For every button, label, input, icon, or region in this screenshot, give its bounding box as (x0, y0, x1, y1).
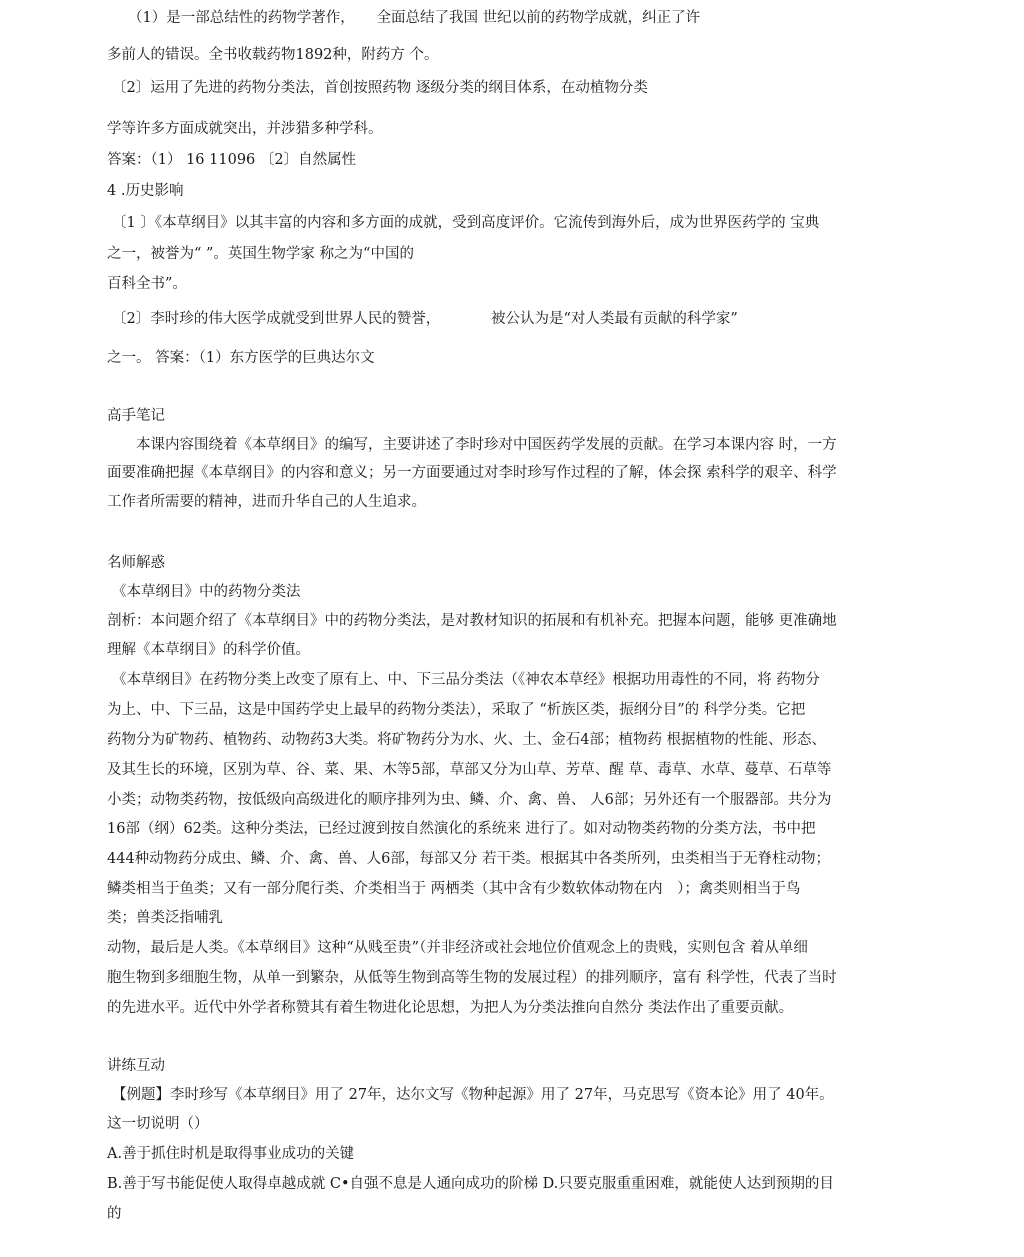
section2-line-3: 百科全书”。 (107, 276, 187, 292)
teacher-line-13: 胞生物到多细胞生物，从单一到繁杂，从低等生物到高等生物的发展过程）的排列顺序，富有 科学性，代表了当时 (107, 970, 837, 986)
notes-line-1: 本课内容围绕着《本草纲目》的编写，主要讲述了李时珍对中国医药学发展的贡献。在学习本课内容 时，一方 (107, 437, 837, 453)
teacher-line-11: 类；兽类泛指哺乳 (107, 910, 223, 926)
section1-line-2: 多前人的错误。全书收载药物1892种，附药方 个。 (107, 47, 439, 63)
section2-line-1: 〔1 〕《本草纲目》以其丰富的内容和多方面的成就，受到高度评价。它流传到海外后，成为世界医药学的 宝典 (112, 215, 820, 231)
teacher-line-12: 动物，最后是人类。《本草纲目》这种“从贱至贵”（并非经济或社会地位价值观念上的贵贱，实则包含 着从单细 (107, 940, 808, 956)
drill-option-a: A.善于抓住时机是取得事业成功的关键 (107, 1146, 355, 1162)
teacher-line-14: 的先进水平。近代中外学者称赞其有着生物进化论思想，为把人为分类法推向自然分 类法作出了重要贡献。 (107, 1000, 794, 1016)
section2-line-4: 〔2〕李时珍的伟大医学成就受到世界人民的赞誉， 被公认为是“对人类最有贡献的科学家” (112, 311, 738, 327)
teacher-line-6: 及其生长的环境，区别为草、谷、菜、果、木等5部，草部又分为山草、芳草、醒 草、毒草、水草、蔓草、石草等 (107, 762, 832, 778)
drill-line-1: 【例题】李时珍写《本草纲目》用了 27年，达尔文写《物种起源》用了 27年，马克思写《资本论》用了 40年。 (112, 1087, 834, 1103)
section1-line-3: 〔2〕运用了先进的药物分类法，首创按照药物 逐级分类的纲目体系，在动植物分类 (112, 80, 648, 96)
drill-line-end: 的 (107, 1206, 122, 1222)
notes-heading: 高手笔记 (107, 408, 165, 424)
teacher-line-10: 鳞类相当于鱼类；又有一部分爬行类、介类相当于 两栖类（其中含有少数软体动物在内 ）；禽类则相当于鸟 (107, 881, 801, 897)
teacher-line-8: 16部（纲）62类。这种分类法，已经过渡到按自然演化的系统来 进行了。如对动物类药物的分类方法，书中把 (107, 821, 816, 837)
section2-line-5: 之一。 答案：（1）东方医学的巨典达尔文 (107, 350, 375, 366)
drill-line-2: 这一切说明（） (107, 1116, 209, 1132)
teacher-line-2: 理解《本草纲目》的科学价值。 (107, 642, 310, 658)
teacher-line-5: 药物分为矿物药、植物药、动物药3大类。将矿物药分为水、火、土、金石4部；植物药 根据植物的性能、形态、 (107, 732, 827, 748)
section2-heading: 4 .历史影响 (107, 183, 184, 199)
notes-line-3: 工作者所需要的精神，进而升华自己的人生追求。 (107, 494, 426, 510)
notes-line-2: 面要准确把握《本草纲目》的内容和意义；另一方面要通过对李时珍写作过程的了解，体会探 索科学的艰辛、科学 (107, 465, 837, 481)
teacher-line-7: 小类；动物类药物，按低级向高级进化的顺序排列为虫、鳞、介、禽、兽、 人6部；另外还有一个服器部。共分为 (107, 792, 832, 808)
teacher-line-3: 《本草纲目》在药物分类上改变了原有上、中、下三品分类法（《神农本草经》根据功用毒性的不同，将 药物分 (112, 672, 820, 688)
teacher-subheading: 《本草纲目》中的药物分类法 (112, 584, 301, 600)
drill-heading: 讲练互动 (107, 1058, 165, 1074)
teacher-line-4: 为上、中、下三品，这是中国药学史上最早的药物分类法），采取了 “析族区类，振纲分目”的 科学分类。它把 (107, 702, 806, 718)
section1-line-1: （1）是一部总结性的药物学著作， 全面总结了我国 世纪以前的药物学成就，纠正了许 (128, 10, 701, 26)
section1-answer: 答案：（1） 16 11096 〔2〕自然属性 (107, 152, 357, 168)
teacher-line-9: 444种动物药分成虫、鳞、介、禽、兽、人6部，每部又分 若干类。根据其中各类所列，虫类相当于无脊柱动物； (107, 851, 831, 867)
teacher-heading: 名师解惑 (107, 555, 165, 571)
teacher-line-1: 剖析：本问题介绍了《本草纲目》中的药物分类法，是对教材知识的拓展和有机补充。把握本问题，能够 更准确地 (107, 613, 837, 629)
section2-line-2: 之一，被誉为“ ”。英国生物学家 称之为“中国的 (107, 246, 414, 262)
drill-options-bcd: B.善于写书能促使人取得卓越成就 C•自强不息是人通向成功的阶梯 D.只要克服重重困难，就能使人达到预期的目 (107, 1176, 834, 1192)
section1-line-4: 学等许多方面成就突出，并涉猎多种学科。 (107, 121, 383, 137)
